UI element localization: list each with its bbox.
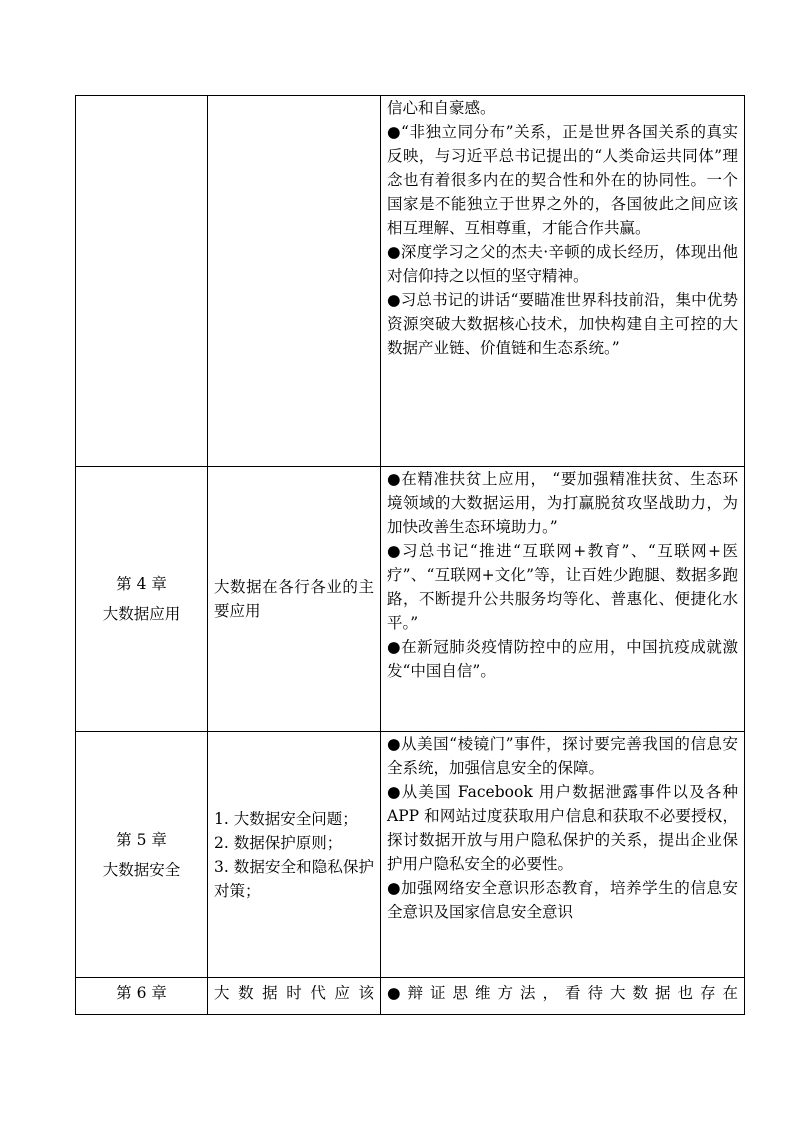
table-row [76,732,745,978]
point-text: ●从美国“棱镜门”事件，探讨要完善我国的信息安全系统，加强信息安全的保障。 [387,735,738,777]
points-cell [381,732,745,978]
syllabus-table [75,95,745,1015]
chapter-number: 第 4 章 [116,575,167,593]
points-cell [381,978,745,1015]
point-text: ●从美国 Facebook 用户数据泄露事件以及各种 APP 和网站过度获取用户信息和获取不必要授权，探讨数据开放与用户隐私保护的关系，提出企业保护用户隐私安全的必要性。 [387,783,738,873]
topic-cell [208,732,381,978]
point-text: ●加强网络安全意识形态教育，培养学生的信息安全意识及国家信息安全意识 [387,879,738,921]
topic-cell [208,467,381,732]
table-row [76,978,745,1015]
chapter-cell [76,467,208,732]
topic-line: 2. 数据保护原则； [214,833,343,852]
chapter-number: 第 6 章 [116,984,167,1002]
point-text: ●在精准扶贫上应用， “要加强精准扶贫、生态环境领域的大数据运用，为打赢脱贫攻坚战助力，为加快改善生态环境助力。” [387,470,738,536]
chapter-cell [76,978,208,1015]
chapter-cell [76,96,208,467]
point-text: ●在新冠肺炎疫情防控中的应用，中国抗疫成就激发“中国自信”。 [387,638,738,680]
point-text: ●深度学习之父的杰夫·辛顿的成长经历，体现出他对信仰持之以恒的坚守精神。 [387,243,738,285]
points-cell [381,467,745,732]
topic-line: 3. 数据安全和隐私保护对策； [214,857,374,900]
topic-line: 大数据时代应该 [214,984,374,1002]
chapter-number: 第 5 章 [116,830,167,849]
table-row [76,467,745,732]
topic-cell [208,96,381,467]
chapter-cell [76,732,208,978]
points-cell [381,96,745,467]
point-text: ●“非独立同分布”关系，正是世界各国关系的真实反映，与习近平总书记提出的“人类命运共同体”理念也有着很多内在的契合性和外在的协同性。一个国家是不能独立于世界之外的，各国彼此之间应该相互理解、互相尊重，才能合作共赢。 [387,123,738,237]
point-text: ●习总书记的讲话“要瞄准世界科技前沿，集中优势资源突破大数据核心技术，加快构建自主可控的大数据产业链、价值链和生态系统。” [387,291,738,357]
topic-line: 1. 大数据安全问题； [214,809,358,828]
chapter-title: 大数据安全 [102,860,181,879]
point-text: ●辩证思维方法，看待大数据也存在 [387,984,738,1002]
topic-cell [208,978,381,1015]
point-text: 信心和自豪感。 [387,99,496,117]
table-row [76,96,745,467]
point-text: ●习总书记“推进“互联网+教育”、“互联网+医疗”、“互联网+文化”等，让百姓少跑腿、数据多跑路，不断提升公共服务均等化、普惠化、便捷化水平。” [387,542,738,632]
chapter-title: 大数据应用 [102,605,181,623]
topic-line: 大数据在各行各业的主要应用 [214,578,374,620]
